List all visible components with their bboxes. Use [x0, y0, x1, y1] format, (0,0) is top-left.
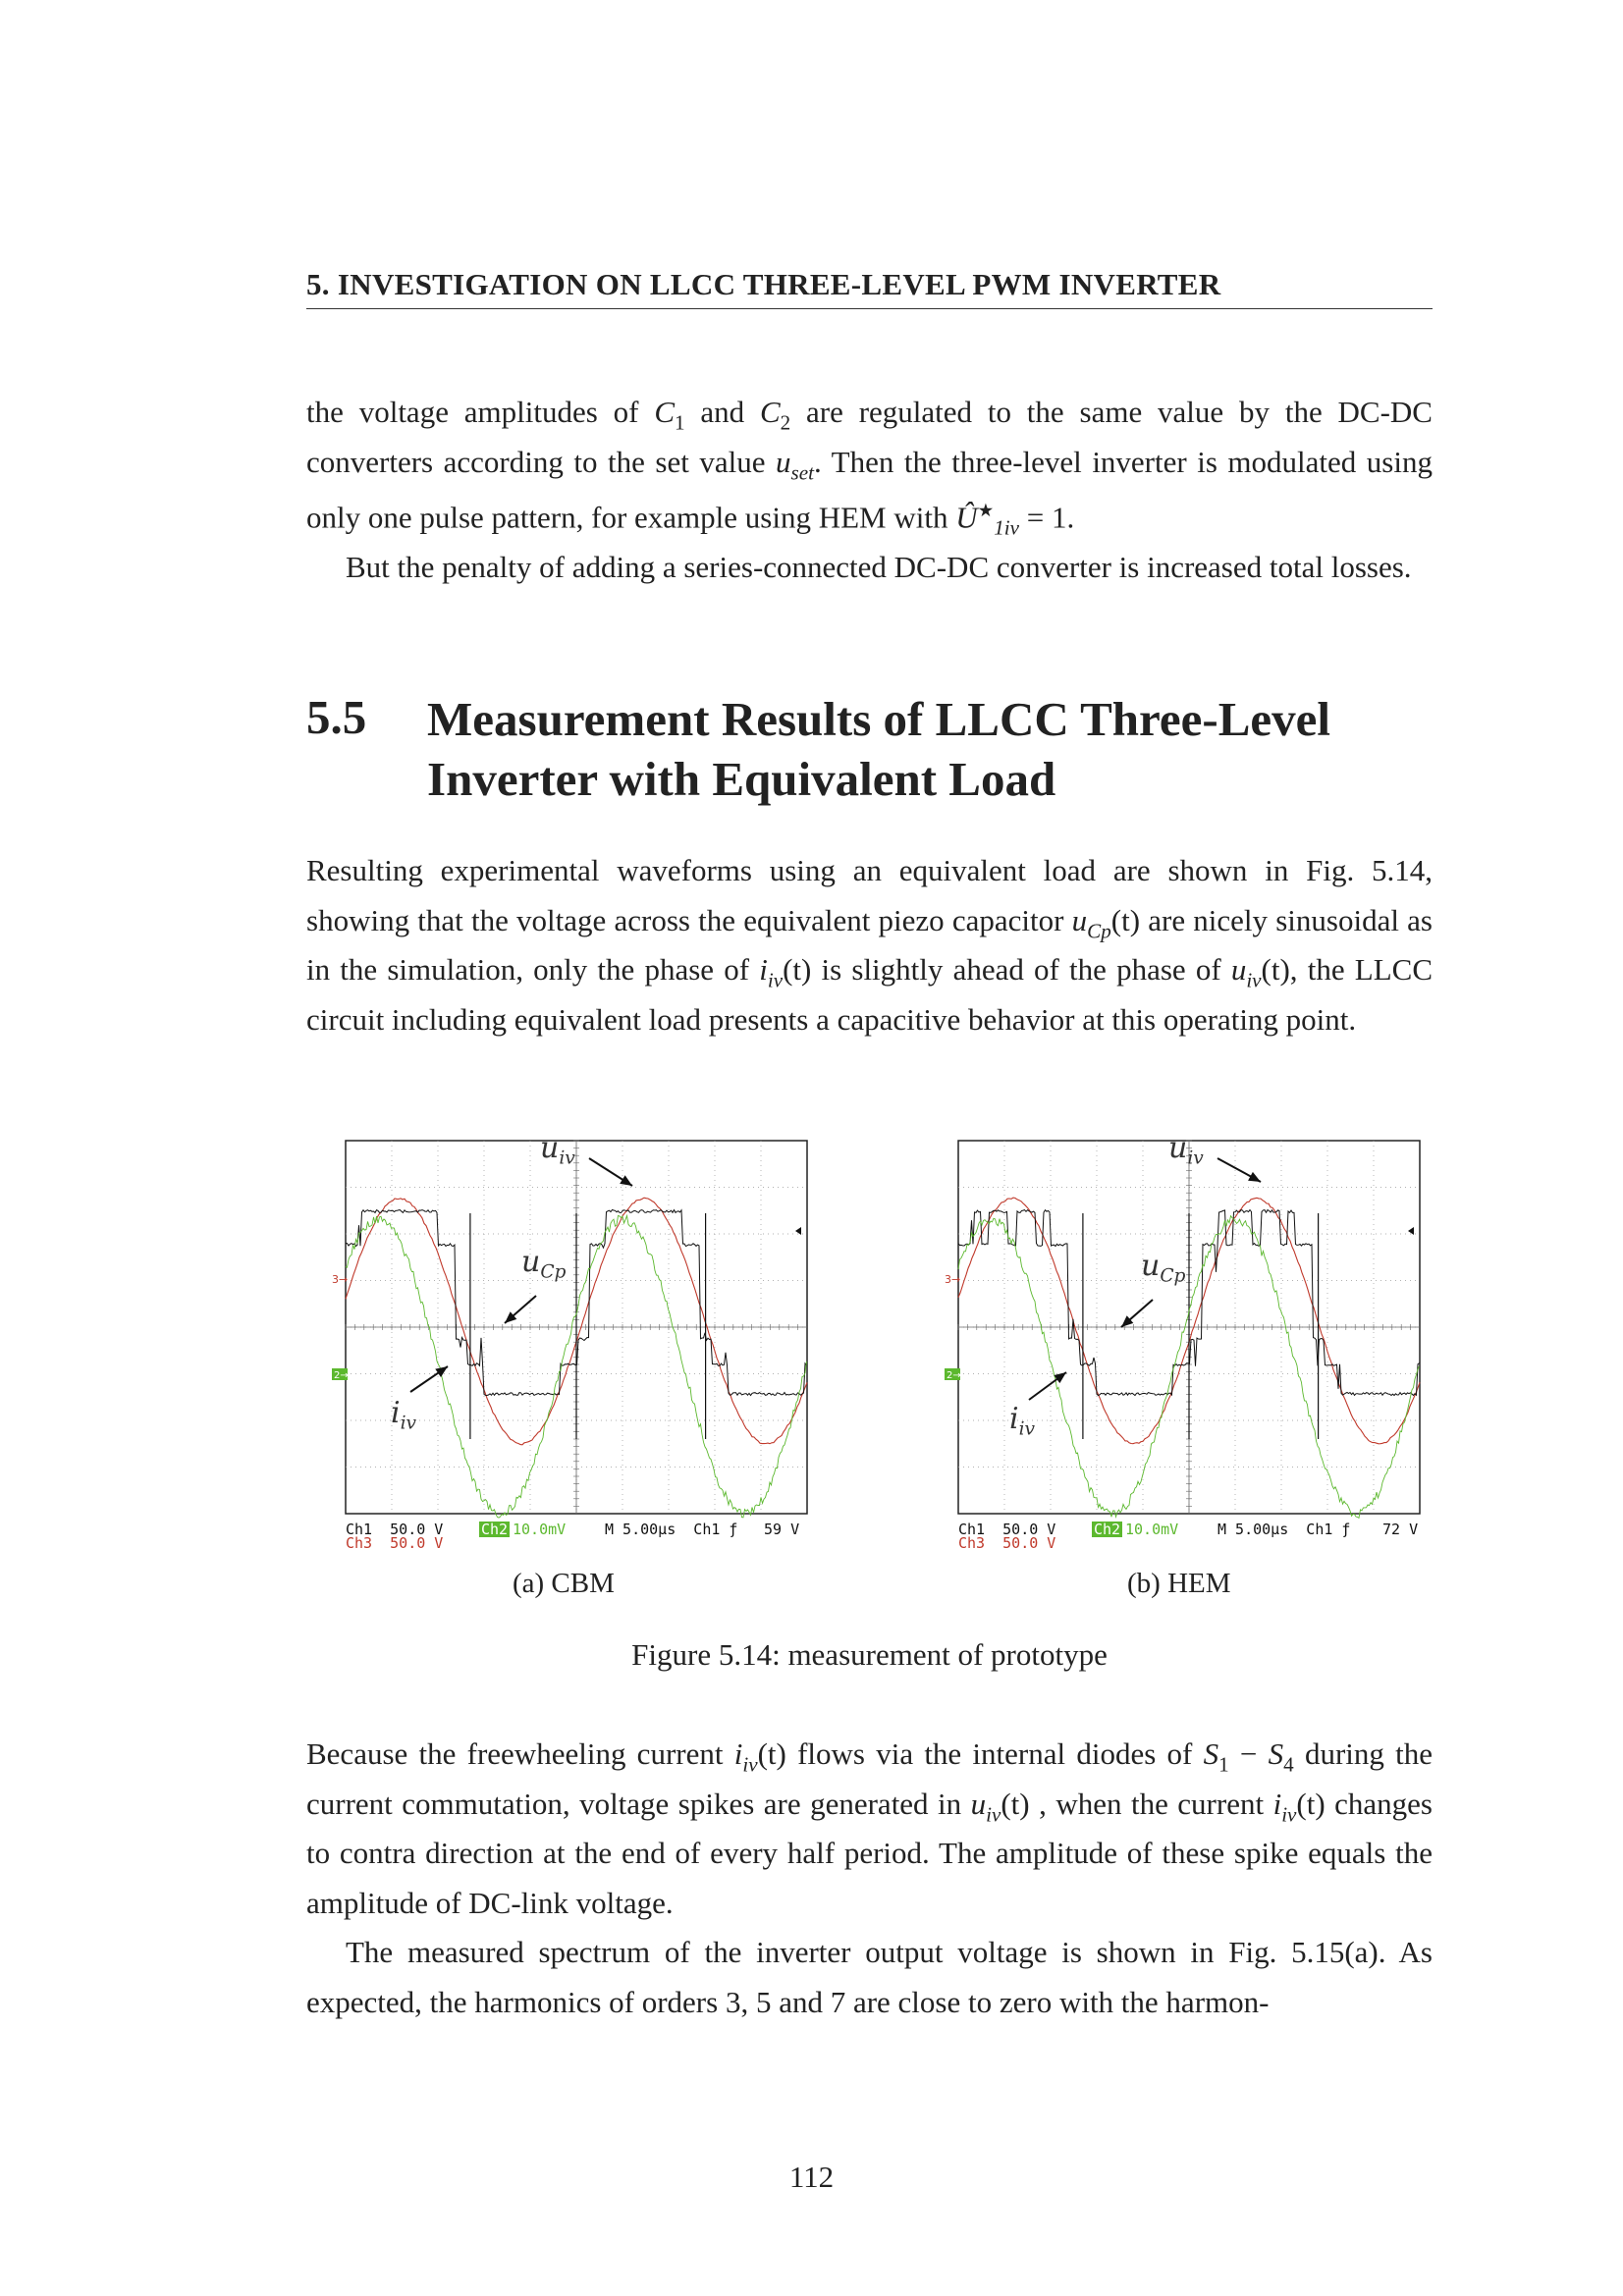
- ch2-marker: 2→: [947, 1370, 961, 1381]
- readout-ch1: Ch1 50.0 V: [346, 1521, 444, 1538]
- label-ucp: $u_{Cp}$: [521, 1245, 567, 1283]
- readout-ch1: Ch1 50.0 V: [958, 1521, 1056, 1538]
- readout-trigger: 59 V: [764, 1521, 800, 1538]
- readout-timebase: M 5.00µs Ch1 ƒ: [605, 1521, 738, 1538]
- ch3-marker: 3→: [945, 1273, 961, 1286]
- label-uiv: $u_{iv}$: [1168, 1131, 1204, 1169]
- readout-ch2-tag: Ch2: [1094, 1521, 1121, 1538]
- paragraph-5: The measured spectrum of the inverter output voltage is shown in Fig. 5.15(a). As expected, the harmonics of orders 3, 5 and 7 are close to zero with the harmon-: [306, 1935, 1433, 2019]
- page-number: 112: [788, 2160, 835, 2194]
- scope-panel-hem: [945, 1131, 1428, 1552]
- readout-ch3: Ch3 50.0 V: [958, 1534, 1056, 1552]
- running-head: 5. INVESTIGATION ON LLCC THREE-LEVEL PWM INVERTER: [306, 267, 1433, 309]
- paragraph-2: But the penalty of adding a series-connected DC-DC converter is increased total losses.: [346, 549, 1412, 584]
- readout-ch3: Ch3 50.0 V: [346, 1534, 444, 1552]
- ch2-marker: 2→: [334, 1370, 349, 1381]
- ch3-marker: 3→: [332, 1273, 349, 1286]
- section-title: Measurement Results of LLCC Three-Level Inverter with Equivalent Load: [427, 692, 1330, 806]
- section-number: 5.5: [306, 690, 367, 744]
- scope-display-hem: [945, 1139, 1428, 1551]
- paragraph-3: Resulting experimental waveforms using an equivalent load are shown in Fig. 5.14, showing that the voltage across the equivalent piezo capacitor $u_{Cp}(t)$ are nicely sinusoidal as in the simulation, only the phase of $i_{iv}(t)$ is slightly ahead of the phase of $u_{iv}(t)$, the LLCC circuit including equivalent load presents a capacitive behavior at this operating point.: [306, 853, 1434, 1037]
- readout-ch2-scale: 10.0mV: [1125, 1521, 1179, 1538]
- paragraph-4: Because the freewheeling current $i_{iv}(t)$ flows via the internal diodes of $S_1 - S_4$ during the current commutation, voltage spikes are generated in $u_{iv}(t)$ , when the current $i_{iv}(t)$ changes to contra direction at the end of every half period. The amplitude of these spike equals the amplitude of DC-link voltage. The measured spectrum of the inverter output voltage is shown in Fig. 5.15(a). As expected, the harmonics of orders 3, 5 and 7 are close to zero with the harmon-: [306, 1730, 1433, 2027]
- paragraph-1: the voltage amplitudes of $C_1$ and $C_2$ are regulated to the same value by the DC-DC converters according to the set value $u_{set}$. Then the three-level inverter is modulated using only one pulse pattern, for example using HEM with $Û^★_{1iv} = 1$. But the penalty of adding a series-connected DC-DC converter is increased total losses.: [306, 388, 1433, 592]
- figure-caption: Figure 5.14: measurement of prototype: [631, 1637, 1108, 1672]
- scope-panel-cbm: [332, 1131, 815, 1552]
- readout-trigger: 72 V: [1382, 1521, 1419, 1538]
- label-iiv: $i_{iv}$: [391, 1396, 417, 1434]
- label-uiv: $u_{iv}$: [540, 1131, 575, 1169]
- scope-display-cbm: [332, 1139, 815, 1551]
- label-ucp: $u_{Cp}$: [1141, 1249, 1186, 1287]
- readout-timebase: M 5.00µs Ch1 ƒ: [1217, 1521, 1351, 1538]
- subcaption-b: (b) HEM: [1127, 1568, 1231, 1599]
- label-iiv: $i_{iv}$: [1009, 1402, 1036, 1440]
- readout-ch2-tag: Ch2: [481, 1521, 509, 1538]
- subcaption-a: (a) CBM: [513, 1568, 615, 1599]
- readout-ch2-scale: 10.0mV: [513, 1521, 567, 1538]
